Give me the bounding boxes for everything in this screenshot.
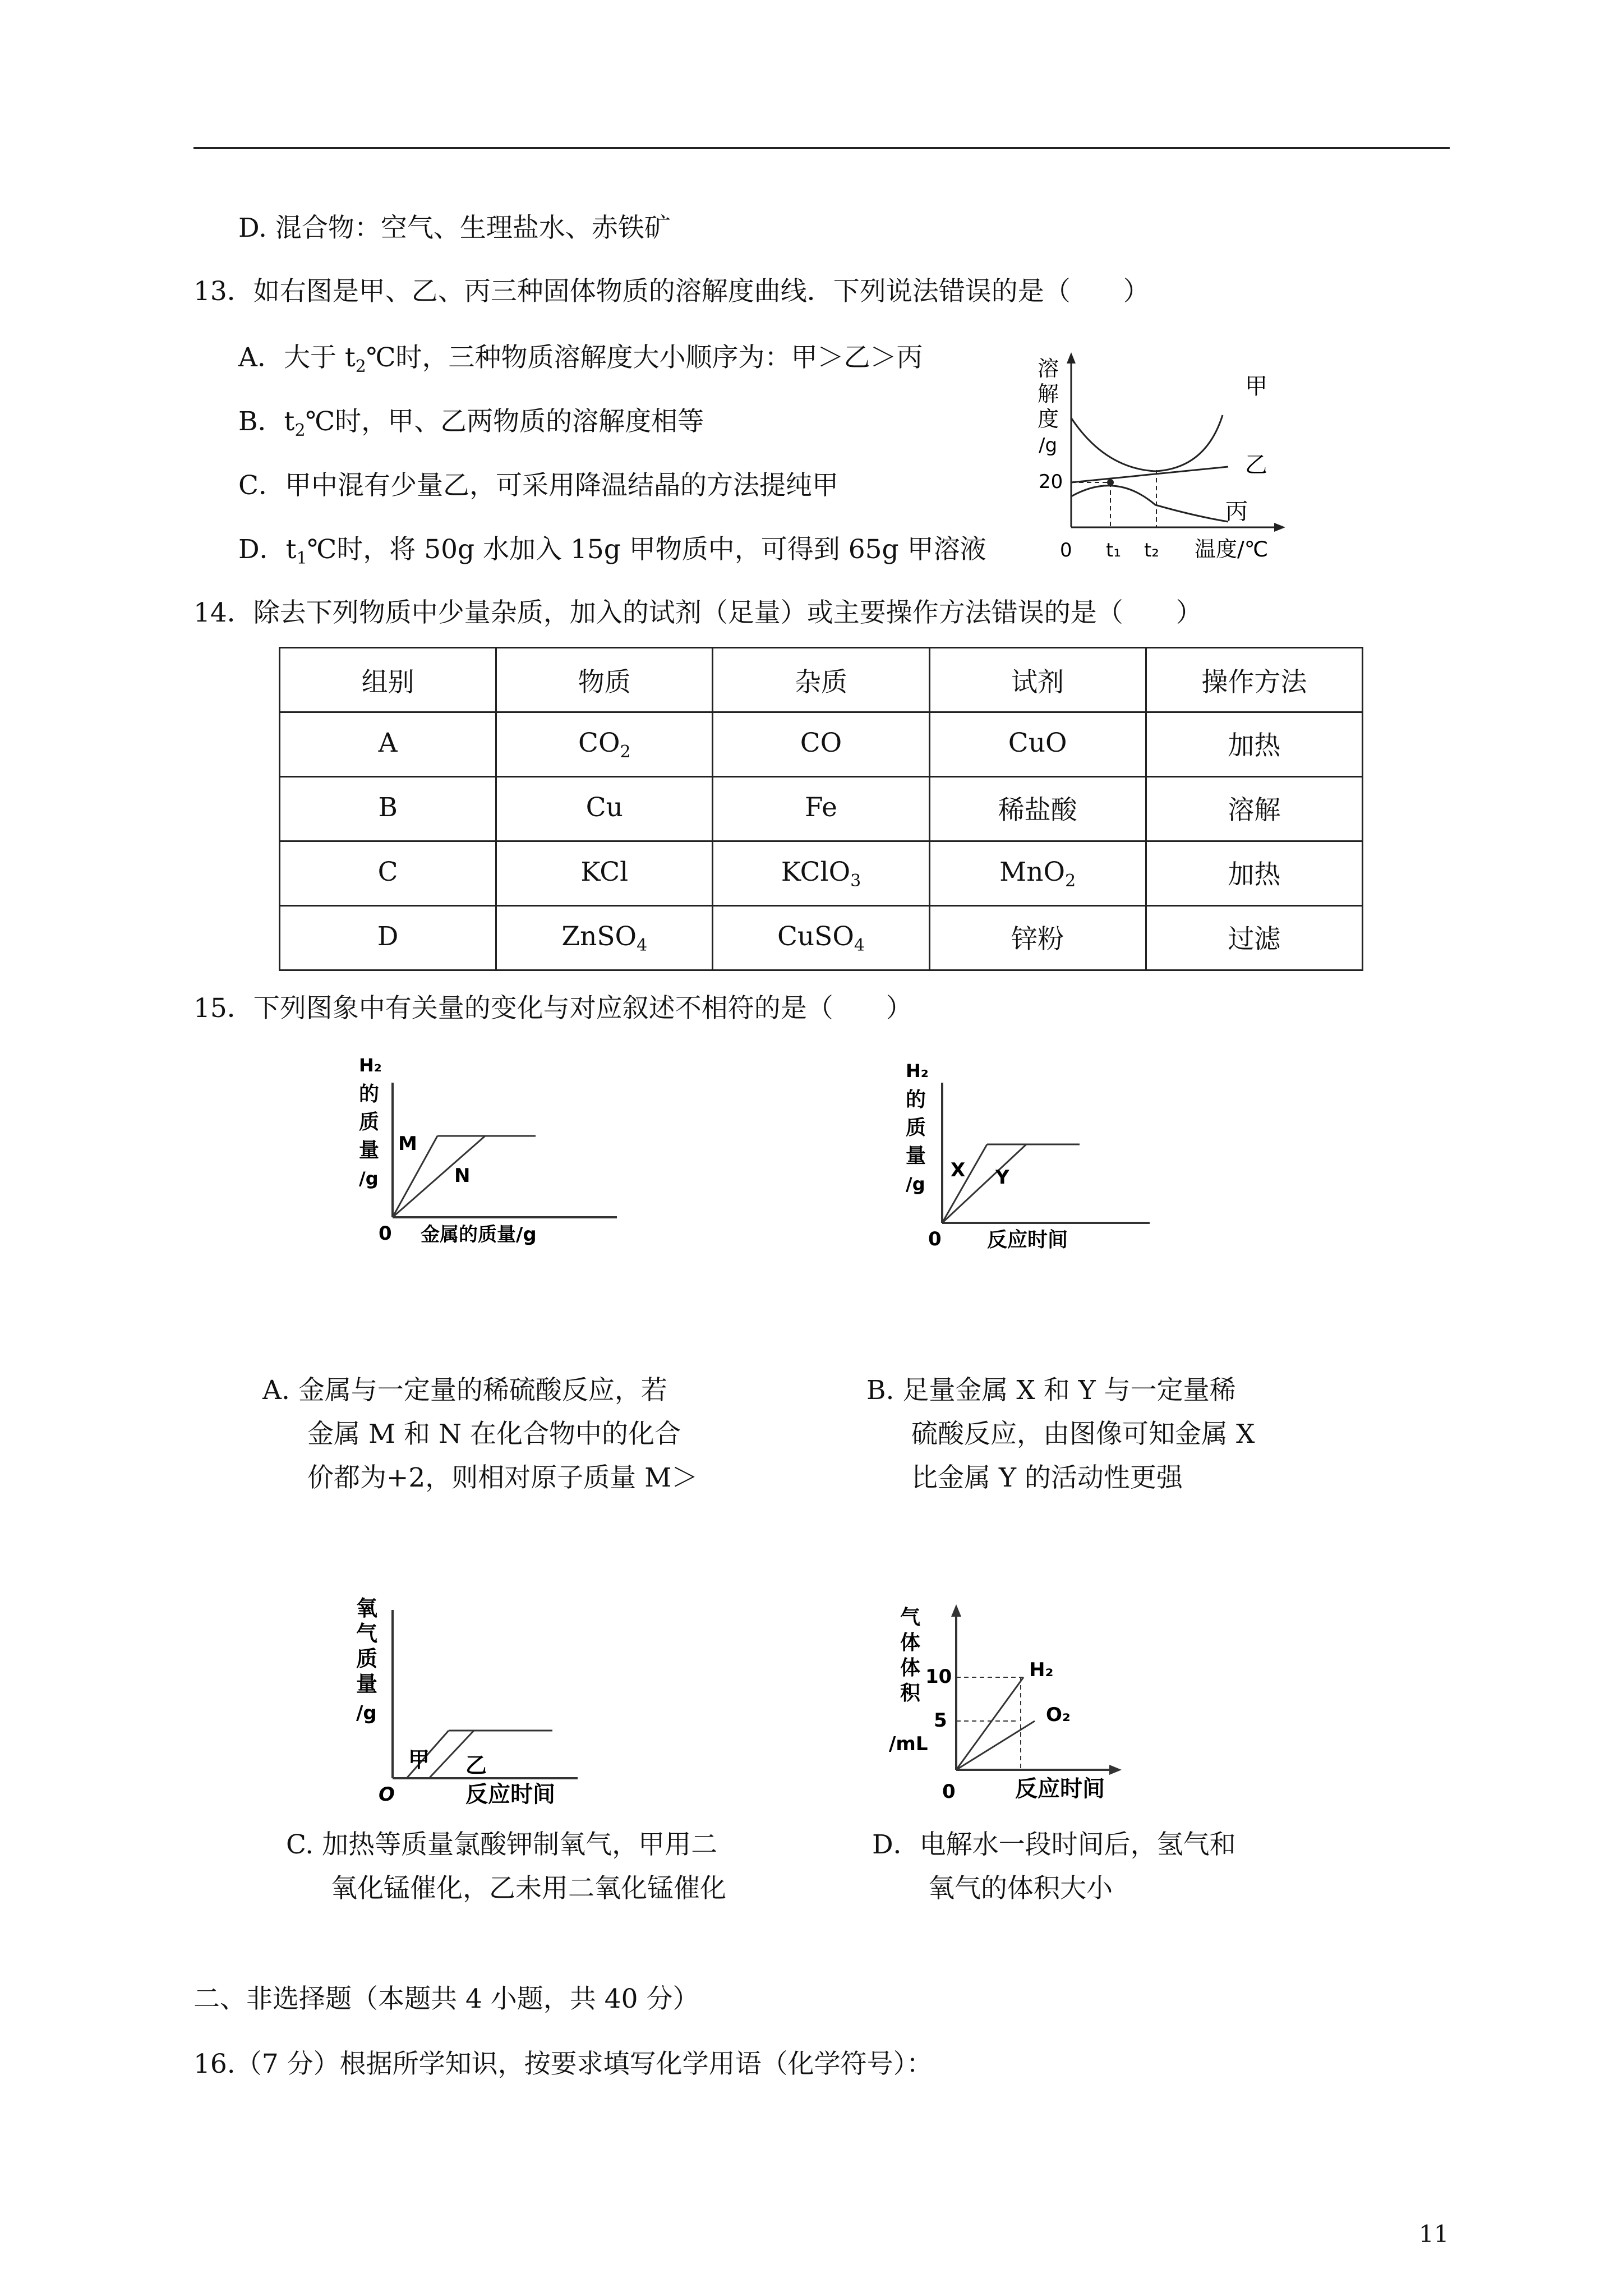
sol-xtick-0: 0 [1060, 539, 1072, 562]
gc-ylabel-2: 气 [356, 1621, 378, 1646]
q13-stem: 13．如右图是甲、乙、丙三种固体物质的溶解度曲线．下列说法错误的是（ ） [193, 276, 1150, 307]
sol-xtick-t2: t₂ [1144, 539, 1159, 562]
q13-option-a: A．大于 $t_2℃$时，三种物质溶解度大小顺序为：甲＞乙＞丙 [238, 342, 923, 376]
gb-origin: 0 [928, 1228, 942, 1250]
gc-ylabel-5: /g [356, 1702, 377, 1724]
gc-ylabel-4: 量 [356, 1672, 378, 1696]
series-jia: 甲 [1245, 374, 1267, 399]
graph-a [336, 1049, 628, 1262]
header-cell: 操作方法 [1146, 648, 1362, 712]
table-row: A $CO_2$ CO CuO 加热 [280, 712, 1363, 777]
option-d-prev: D. 混合物：空气、生理盐水、赤铁矿 [238, 213, 671, 243]
gb-label-y: Y [995, 1166, 1009, 1189]
sol-xlabel: 温度/℃ [1195, 537, 1269, 562]
gd-label-h2: H₂ [1029, 1659, 1054, 1681]
gc-ylabel-1: 氧 [356, 1596, 378, 1621]
sol-ytick-20: 20 [1039, 471, 1063, 493]
ga-ylabel-2: 的 [359, 1083, 380, 1106]
sol-ylabel-3: 度 [1038, 407, 1059, 431]
ga-label-m: M [398, 1133, 417, 1155]
gb-ylabel-4: 量 [906, 1144, 926, 1167]
header-cell: 组别 [280, 648, 496, 712]
section-2-heading: 二、非选择题（本题共 4 小题，共 40 分） [193, 1984, 699, 2014]
gc-xlabel: 反应时间 [465, 1782, 555, 1807]
curve-bing [1071, 486, 1228, 522]
gd-ylabel-1: 气 [900, 1606, 921, 1629]
gc-label-jia: 甲 [408, 1747, 430, 1772]
ga-xlabel: 金属的质量/g [421, 1223, 537, 1246]
gd-label-o2: O₂ [1046, 1704, 1071, 1726]
q14-table [279, 647, 1363, 971]
gd-ylabel-4: 积 [900, 1682, 921, 1705]
sol-ylabel-1: 溶 [1038, 356, 1059, 381]
gb-ylabel-2: 的 [906, 1088, 926, 1111]
curve-yi [1071, 467, 1228, 482]
header-cell: 试剂 [929, 648, 1146, 712]
gd-ylabel-2: 体 [900, 1631, 921, 1654]
ga-origin: 0 [379, 1222, 392, 1245]
series-yi: 乙 [1245, 452, 1267, 478]
gc-origin: O [379, 1783, 395, 1806]
header-cell: 物质 [496, 648, 713, 712]
ga-label-n: N [454, 1165, 471, 1187]
gb-ylabel-1: H₂ [906, 1060, 929, 1082]
table-row: C KCl KClO$_3$ MnO$_2$ 加热 [280, 841, 1363, 906]
series-bing: 丙 [1225, 499, 1248, 524]
graph-c [348, 1593, 639, 1818]
table-row: D ZnSO$_4$ CuSO$_4$ 锌粉 过滤 [280, 906, 1363, 970]
gd-xlabel: 反应时间 [1015, 1776, 1105, 1802]
sol-xtick-t1: t₁ [1106, 539, 1121, 562]
q15-option-a: A. 金属与一定量的稀硫酸反应，若 金属 M 和 N 在化合物中的化合 价都为+2，则相对原子质量 M＞ [262, 1375, 698, 1493]
header-rule [193, 147, 1450, 149]
gc-label-yi: 乙 [465, 1753, 487, 1778]
ga-ylabel-3: 质 [359, 1111, 380, 1134]
table-header-row [280, 648, 1363, 712]
gd-ylabel-5: /mL [889, 1733, 928, 1755]
q15-stem: 15．下列图象中有关量的变化与对应叙述不相符的是（ ） [193, 993, 912, 1024]
graph-b [892, 1049, 1183, 1262]
q16-stem: 16.（7 分）根据所学知识，按要求填写化学用语（化学符号）： [193, 2049, 933, 2079]
ga-ylabel-5: /g [359, 1168, 379, 1189]
q15-option-d: D．电解水一段时间后，氢气和 氧气的体积大小 [872, 1829, 1236, 1904]
page-number: 11 [1419, 2220, 1449, 2248]
sol-ylabel-2: 解 [1038, 381, 1059, 406]
q13-option-c: C．甲中混有少量乙，可采用降温结晶的方法提纯甲 [238, 470, 838, 501]
ga-ylabel-1: H₂ [359, 1055, 382, 1076]
q15-option-c: C. 加热等质量氯酸钾制氧气，甲用二 氧化锰催化，乙未用二氧化锰催化 [286, 1829, 726, 1904]
gd-tick-10: 10 [925, 1665, 952, 1688]
table-row: B Cu Fe 稀盐酸 溶解 [280, 777, 1363, 841]
gc-ylabel-3: 质 [356, 1646, 378, 1671]
graph-d [886, 1593, 1189, 1818]
sol-ylabel-4: /g [1039, 434, 1058, 457]
solubility-curve-chart [1026, 348, 1295, 572]
gd-tick-5: 5 [934, 1709, 947, 1732]
q13-option-b: B．$t_2℃$时，甲、乙两物质的溶解度相等 [238, 406, 704, 440]
gb-ylabel-3: 质 [906, 1116, 926, 1139]
q14-stem: 14．除去下列物质中少量杂质，加入的试剂（足量）或主要操作方法错误的是（ ） [193, 597, 1202, 628]
gb-label-x: X [951, 1159, 966, 1181]
header-cell: 杂质 [713, 648, 929, 712]
q13-option-d: D．$t_1℃$时，将 50g 水加入 15g 甲物质中，可得到 65g 甲溶液 [238, 534, 986, 568]
gd-origin: 0 [942, 1780, 956, 1803]
ga-ylabel-4: 量 [359, 1139, 380, 1162]
q15-option-b: B. 足量金属 X 和 Y 与一定量稀 硫酸反应，由图像可知金属 X 比金属 Y 的活动性更强 [866, 1375, 1255, 1493]
curve-jia [1071, 415, 1223, 471]
gb-xlabel: 反应时间 [987, 1228, 1068, 1251]
gb-ylabel-5: /g [906, 1174, 925, 1195]
gd-ylabel-3: 体 [900, 1657, 921, 1680]
